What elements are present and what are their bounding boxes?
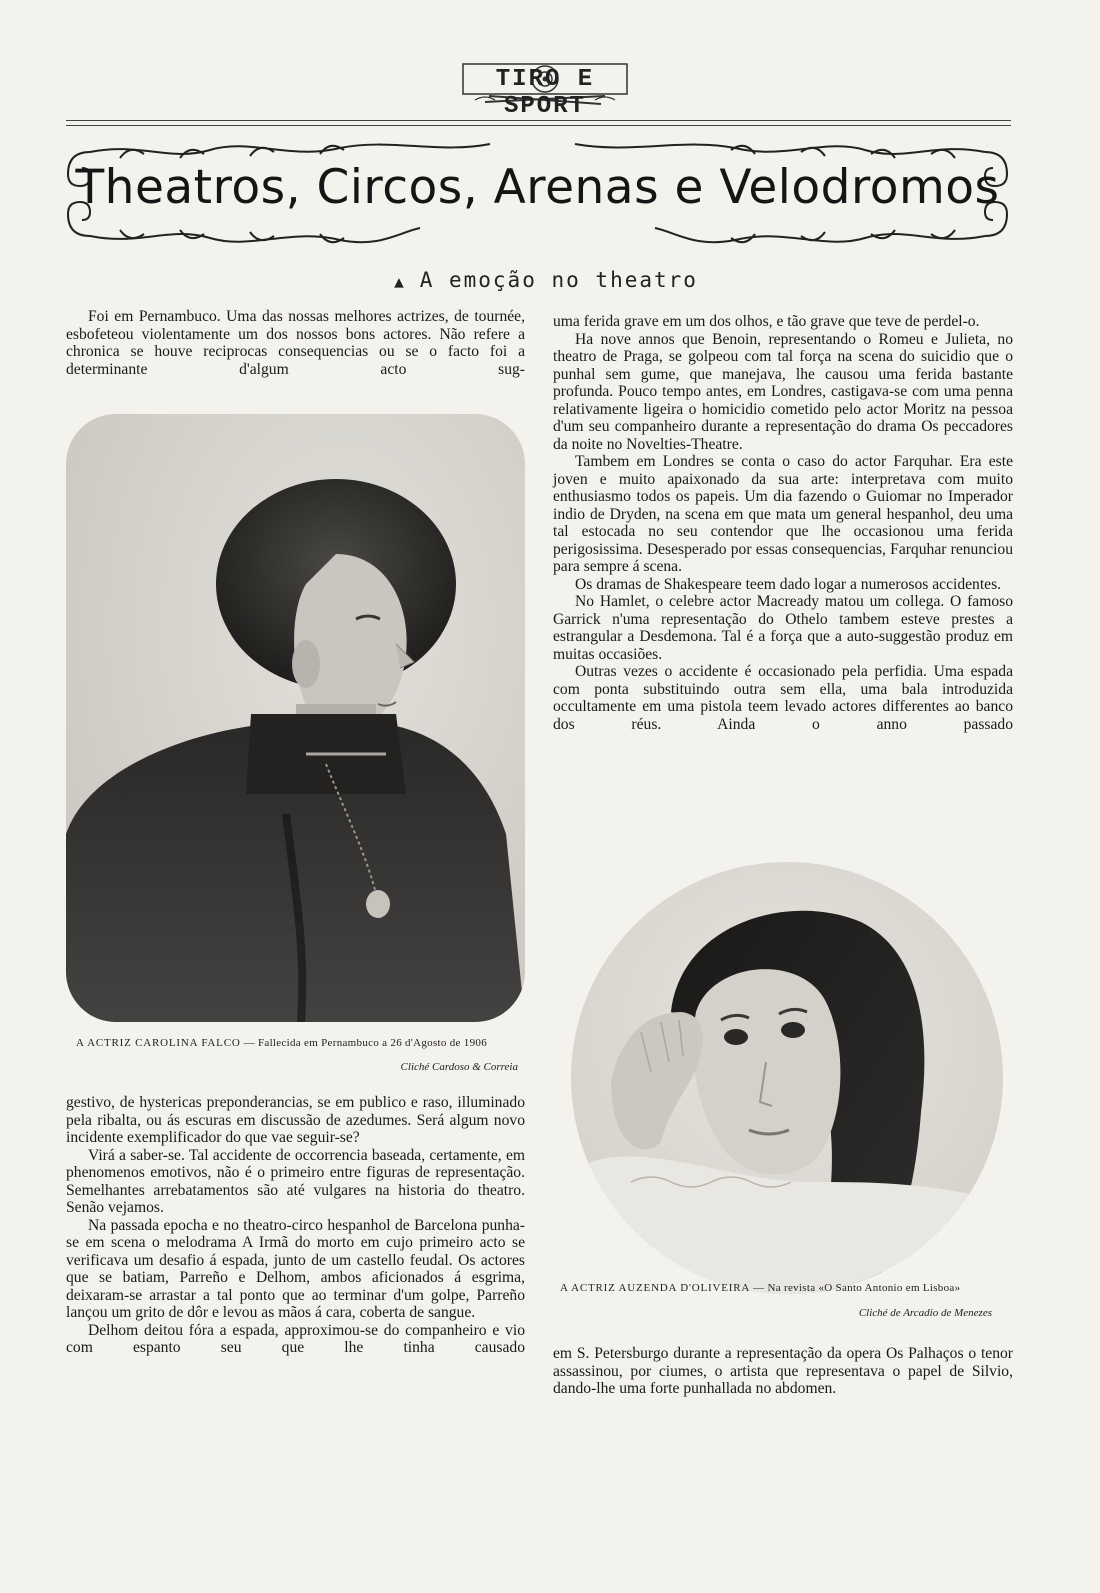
article-title xyxy=(356,268,736,292)
right-column-bottom xyxy=(553,1345,1013,1398)
title-banner xyxy=(60,132,1015,256)
caption-name: A ACTRIZ CAROLINA FALCO xyxy=(76,1037,241,1049)
caption-text: — Na revista «O Santo Antonio em Lisboa» xyxy=(750,1282,961,1294)
paragraph: Tambem em Londres se conta o caso do actor Farquhar. Era este joven e muito apaixonado da sua arte: interpretava com muito enthusiasmo todos os papeis. Um dia fazendo o Guiomar no Imperador indio de Dryden, na scena em que mata um general hespanhol, deu uma tal estocada no seu contendor que lhe occasionou uma ferida perigosissima. Desesperado por essas consequencias, Farquhar renunciou para sempre á scena. xyxy=(553,453,1013,575)
header-rule xyxy=(66,120,1011,121)
photo-credit: Cliché de Arcadio de Menezes xyxy=(858,1307,992,1319)
paragraph: Os dramas de Shakespeare teem dado logar a numerosos accidentes. xyxy=(575,575,1002,593)
caption-auzenda-doliveira xyxy=(560,1282,960,1294)
portrait-image xyxy=(66,414,525,1022)
caption-carolina-falco xyxy=(76,1037,487,1049)
banner-title: Theatros, Circos, Arenas e Velodromos xyxy=(75,160,1000,215)
right-column-top xyxy=(553,313,1013,733)
masthead-text: TIRO E SPORT xyxy=(495,66,595,120)
paragraph: Outras vezes o accidente é occasionado pela perfidia. Uma espada com ponta substituindo outra sem ella, uma bala introduzida occultamente em uma pistola teem levado actores differentes ao banco dos réus. Ainda o anno passado xyxy=(553,663,1013,733)
paragraph: Foi em Pernambuco. Uma das nossas melhores actrizes, de tournée, esbofeteou violentamente um dos nossos bons actores. Não refere a chronica se houve reciprocas consequencias ou se o facto foi a determinante d'algum acto sug- xyxy=(66,308,525,378)
triangle-ornament-icon: ▲ xyxy=(394,272,406,291)
left-column-top xyxy=(66,308,525,378)
portrait-carolina-falco xyxy=(66,414,525,1022)
paragraph: Ha nove annos que Benoin, representando o Romeu e Julieta, no theatro de Praga, se golpeou com tal força na scena do suicidio que o punhal sem gume, que manejava, lhe causou uma ferida bastante profunda. Pouco tempo antes, em Londres, castigava-se com uma penna relativamente ligeira o homicidio cometido pelo actor Moritz na pessoa d'um seu companheiro durante a representação do drama Os peccadores da noite no Novelties-Theatre. xyxy=(553,330,1013,453)
masthead-logo xyxy=(455,60,635,120)
paragraph: No Hamlet, o celebre actor Macready matou um collega. O famoso Garrick n'uma representação do Othelo tambem esteve prestes a estrangular a Desdemona. Tal é a força que a auto-suggestão produz em muitas occasiões. xyxy=(553,593,1013,663)
article-title-text: A emoção no theatro xyxy=(419,268,698,292)
paragraph: Delhom deitou fóra a espada, approximou-se do companheiro e vio com espanto seu que lhe tinha causado xyxy=(66,1321,525,1356)
paragraph: Na passada epocha e no theatro-circo hespanhol de Barcelona punha-se em scena o melodrama A Irmã do morto em cujo primeiro acto se verificava um desafio á espada, junto de um castello feudal. Os actores que se batiam, Parreño e Delhom, ambos aficionados á esgrima, deixaram-se arrastar a tal ponto que ao terminar d'um golpe, Parreño lançou um grito de dôr e levou as mãos á cara, coberta de sangue. xyxy=(66,1216,525,1321)
header-rule xyxy=(66,125,1011,126)
portrait-auzenda-doliveira xyxy=(571,862,1003,1294)
photo-credit: Cliché Cardoso & Correia xyxy=(400,1061,518,1073)
caption-text: — Fallecida em Pernambuco a 26 d'Agosto de 1906 xyxy=(240,1037,487,1049)
caption-name: A ACTRIZ AUZENDA D'OLIVEIRA xyxy=(560,1282,751,1294)
paragraph: em S. Petersburgo durante a representação da opera Os Palhaços o tenor assassinou, por ciumes, o artista que representava o papel de Silvio, dando-lhe uma forte punhallada no abdomen. xyxy=(553,1345,1013,1397)
left-column-bottom xyxy=(66,1094,525,1357)
paragraph: gestivo, de hystericas preponderancias, se em publico e raso, illuminado pela ribalta, ou ás escuras em discussão de azedumes. Será algum novo incidente exemplificador do que vae seguir-se? xyxy=(66,1094,525,1146)
paragraph: uma ferida grave em um dos olhos, e tão grave que teve de perdel-o. xyxy=(553,313,980,330)
portrait-image xyxy=(571,862,1003,1294)
paragraph: Virá a saber-se. Tal accidente de occorrencia baseada, certamente, em phenomenos emotivos, não é o primeiro entre figuras de representação. Semelhantes arrebatamentos são até vulgares na historia do theatro. Senão vejamos. xyxy=(66,1146,525,1216)
